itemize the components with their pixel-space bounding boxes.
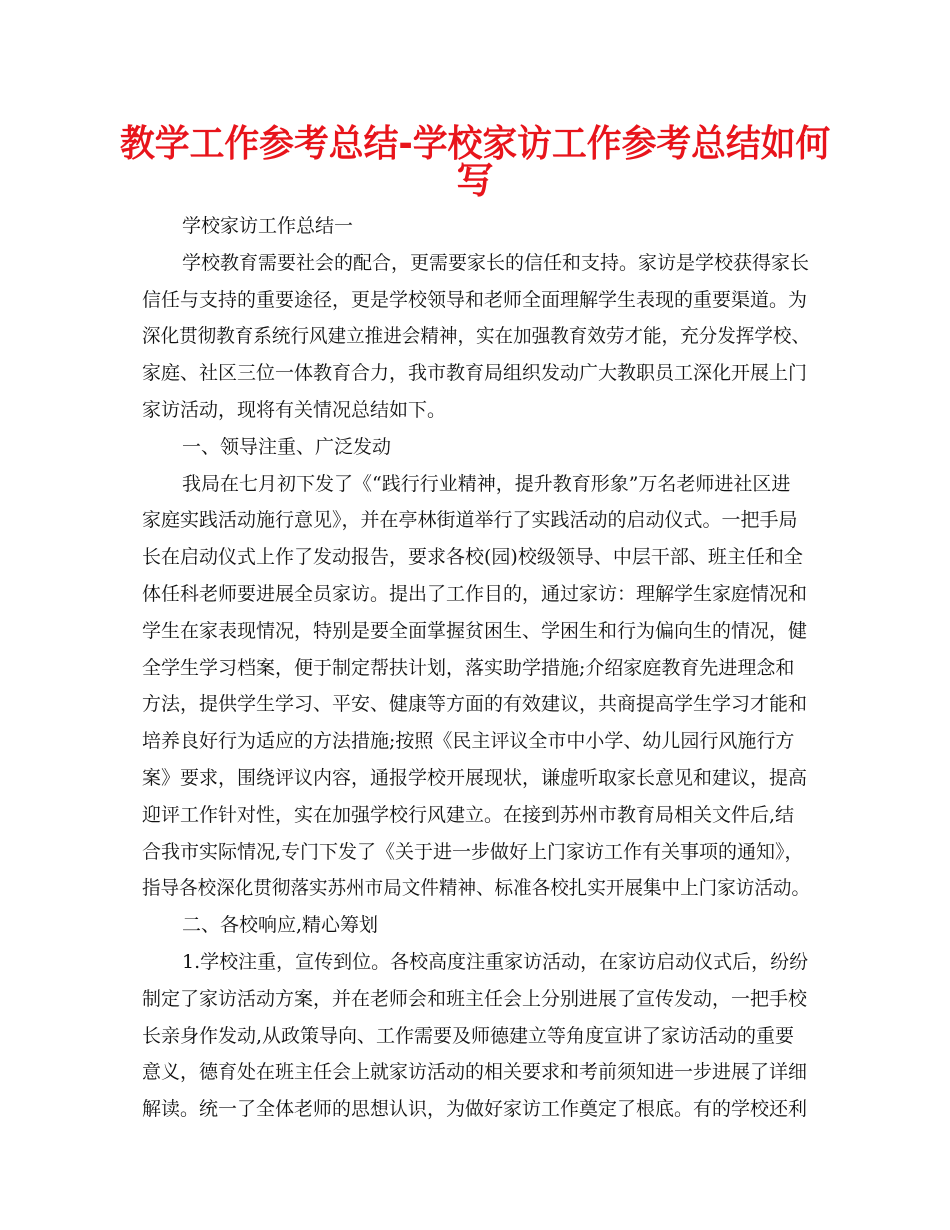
paragraph-line: 迎评工作针对性，实在加强学校行风建立。在接到苏州市教育局相关文件后,结 bbox=[142, 803, 795, 826]
paragraph-line: 指导各校深化贯彻落实苏州市局文件精神、标准各校扎实开展集中上门家访活动。 bbox=[142, 877, 811, 900]
paragraph-line: 案》要求，围绕评议内容，通报学校开展现状，谦虚听取家长意见和建议，提高 bbox=[142, 766, 808, 789]
paragraph-first-line: 学校教育需要社会的配合，更需要家长的信任和支持。家访是学校获得家长 bbox=[182, 251, 810, 274]
paragraph-first-line: 学校家访工作总结一 bbox=[182, 215, 354, 237]
paragraph-first-line: 二、各校响应,精心筹划 bbox=[182, 914, 379, 937]
paragraph-line: 解读。统一了全体老师的思想认识，为做好家访工作奠定了根底。有的学校还利 bbox=[142, 1098, 808, 1121]
paragraph-line: 方法，提供学生学习、平安、健康等方面的有效建议，共商提高学生学习才能和 bbox=[142, 693, 808, 716]
paragraph-line: 体任科老师要进展全员家访。提出了工作目的，通过家访：理解学生家庭情况和 bbox=[142, 582, 808, 605]
paragraph-line: 家庭、社区三位一体教育合力，我市教育局组织发动广大教职员工深化开展上门 bbox=[142, 362, 808, 385]
title-line: 教学工作参考总结-学校家访工作参考总结如何 bbox=[120, 122, 831, 165]
paragraph-line: 家访活动，现将有关情况总结如下。 bbox=[142, 398, 447, 421]
paragraph-line: 深化贯彻教育系统行风建立推进会精神，实在加强教育效劳才能，充分发挥学校、 bbox=[142, 325, 811, 348]
paragraph-first-line: 1.学校注重，宣传到位。各校高度注重家访活动，在家访启动仪式后，纷纷 bbox=[182, 950, 809, 973]
paragraph-line: 家庭实践活动施行意见》，并在亭林街道举行了实践活动的启动仪式。一把手局 bbox=[142, 509, 798, 532]
paragraph-line: 培养良好行为适应的方法措施;按照《民主评议全市中小学、幼儿园行风施行方 bbox=[142, 730, 795, 753]
title-line: 写 bbox=[456, 158, 494, 202]
paragraph-line: 长亲身作发动,从政策导向、工作需要及师德建立等角度宣讲了家访活动的重要 bbox=[142, 1024, 795, 1047]
document-title bbox=[120, 120, 831, 202]
paragraph-first-line: 我局在七月初下发了《“践行行业精神，提升教育形象”万名老师进社区进 bbox=[182, 472, 791, 495]
paragraph-first-line: 一、领导注重、广泛发动 bbox=[182, 435, 392, 458]
paragraph-line: 意义，德育处在班主任会上就家访活动的相关要求和考前须知进一步进展了详细 bbox=[142, 1061, 808, 1084]
paragraph-line: 信任与支持的重要途径，更是学校领导和老师全面理解学生表现的重要渠道。为 bbox=[142, 288, 808, 311]
paragraph-line: 合我市实际情况,专门下发了《关于进一步做好上门家访工作有关事项的通知》， bbox=[142, 840, 804, 863]
document-body bbox=[142, 208, 810, 1128]
paragraph-line: 长在启动仪式上作了发动报告，要求各校(园)校级领导、中层干部、班主任和全 bbox=[142, 546, 803, 569]
paragraph-line: 制定了家访活动方案，并在老师会和班主任会上分别进展了宣传发动，一把手校 bbox=[142, 987, 808, 1010]
paragraph-line: 学生在家表现情况，特别是要全面掌握贫困生、学困生和行为偏向生的情况，健 bbox=[142, 619, 808, 642]
paragraph-line: 全学生学习档案，便于制定帮扶计划，落实助学措施;介绍家庭教育先进理念和 bbox=[142, 656, 795, 679]
